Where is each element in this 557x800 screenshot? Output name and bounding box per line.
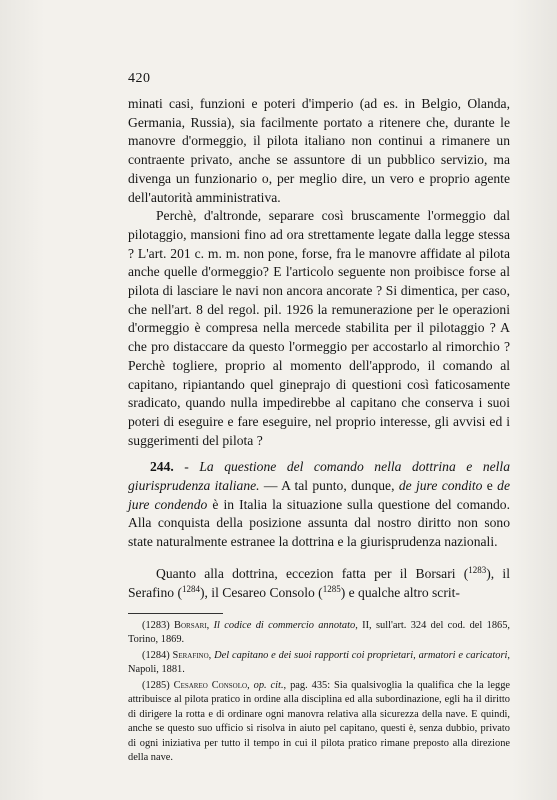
- footnote-ref-1285: 1285: [322, 584, 341, 595]
- footnote-1284: (1284) Serafino, Del capitano e dei suoi rapporti coi proprietari, armatori e caricatori, Napoli, 1881.: [128, 649, 510, 676]
- footnote-author: Cesareo Consolo: [173, 679, 248, 691]
- paragraph-dottrina: [128, 565, 510, 602]
- paragraph-continuation: minati casi, funzioni e poteri d'imperio (ad es. in Belgio, Olanda, Germania, Russia), sia facilmente portato a ritenere che, durante le manovre d'ormeggio, il pilota italiano non continui a rimanere un contraente privato, anche se assuntore di un pubblico servizio, ma divenga un funzionario o, per meglio dire, un vero e proprio agente dell'autorità amministrativa.: [128, 96, 510, 205]
- section-244: [128, 458, 510, 552]
- footnote-rest: , II, sull'art. 324 del cod. del 1865, Torino, 1869.: [128, 619, 510, 646]
- section-dash: -: [173, 459, 200, 475]
- section-text-b: e: [482, 478, 498, 494]
- footnote-title: op. cit.: [253, 679, 284, 691]
- page-number: 420: [128, 71, 151, 86]
- section-number: 244.: [150, 459, 174, 475]
- footnote-ref-1284: 1284: [181, 584, 200, 595]
- footnote-1285: (1285) Cesareo Consolo, op. cit., pag. 435: Sia qualsivoglia la qualifica che la legge attribuisce al pilota pratico in ordine alla disciplina ed alla subordinazione, egli ha il diritto di dirigere la rotta e di ordinare ogni manovra relativa alla sicurezza della nave. E quindi, anche se questo suo ufficio si risolva in aiuto pel capitano, questi è, senza dubbio, privato di ogni iniziativa per tutto il tempo in cui il pilota pratico rimane preposto alla direzione della nave.: [128, 679, 511, 764]
- p4-text-b: ), il Serafino (: [128, 566, 510, 601]
- p4-text-d: ) e qualche altro scrit-: [340, 585, 460, 601]
- footnote-1283: (1283) Borsari, Il codice di commercio annotato, II, sull'art. 324 del cod. del 1865, Torino, 1869.: [128, 619, 510, 646]
- footnote-divider: [128, 613, 223, 614]
- footnote-number: (1284): [142, 649, 170, 661]
- p4-text-a: Quanto alla dottrina, eccezion fatta per il Borsari (: [156, 566, 469, 582]
- footnote-title: Il codice di commercio annotato: [213, 619, 356, 631]
- paragraph-ormeggio: Perchè, d'altronde, separare così bruscamente l'ormeggio dal pilotaggio, mansioni fino ad ora strettamente legate dalla legge stessa ? L'art. 201 c. m. m. non pone, forse, fra le manovre affidate al pilota anche quelle d'ormeggio? E l'articolo seguente non proibisce forse al pilota di lasciare le navi non ancora ancorate ? Si dimentica, per caso, che nell'art. 8 del regol. pil. 1926 la remunerazione per le operazioni d'ormeggio è compresa nella mercede stabilita per il pilotaggio ? A che pro distaccare da questo l'ormeggio per accostarlo al rimorchio ? Perchè togliere, proprio al momento dell'approdo, il comando al capitano, ripiantando quel gineprajo di questioni così faticosamente sradicato, quando nulla impedirebbe al capitano che conserva i suoi poteri di eseguire e fare eseguire, nel proprio interesse, gli avvisi ed i suggerimenti del pilota ?: [128, 208, 510, 448]
- footnote-ref-1283: 1283: [468, 565, 487, 576]
- footnote-number: (1283): [142, 619, 170, 631]
- section-text-a: — A tal punto, dunque,: [259, 478, 399, 494]
- main-text: [128, 95, 510, 767]
- latin-de-jure-condito: de jure condito: [398, 478, 483, 494]
- footnote-title: Del capitano e dei suoi rapporti coi proprietari, armatori e caricatori: [214, 649, 508, 661]
- section-text-c: è in Italia la situazione sulla questione del comando. Alla conquista della posizione assunta dal nostro diritto non sono state naturalmente estranee la dottrina e la giurisprudenza nazionali.: [128, 496, 510, 550]
- footnote-author: Borsari: [174, 619, 207, 631]
- latin-de-jure-condendo: de jure condendo: [128, 478, 511, 512]
- footnote-rest: , Napoli, 1881.: [128, 649, 510, 676]
- footnote-number: (1285): [142, 679, 170, 691]
- p4-text-c: ), il Cesareo Consolo (: [199, 585, 323, 601]
- section-title: La questione del comando nella dottrina e nella giurisprudenza italiane.: [128, 459, 510, 494]
- footnote-rest: , pag. 435: Sia qualsivoglia la qualifica che la legge attribuisce al pilota pratico in ordine alla disciplina ed alla subordinazione, egli ha il diritto di dirigere la rotta e di ordinare ogni manovra relativa alla sicurezza della nave. E quindi, anche se questo suo ufficio si risolva in aiuto pel capitano, questi è, senza dubbio, privato di ogni iniziativa per tutto il tempo in cui il pilota pratico rimane preposto alla direzione della nave.: [128, 679, 511, 764]
- footnote-author: Serafino: [172, 649, 209, 661]
